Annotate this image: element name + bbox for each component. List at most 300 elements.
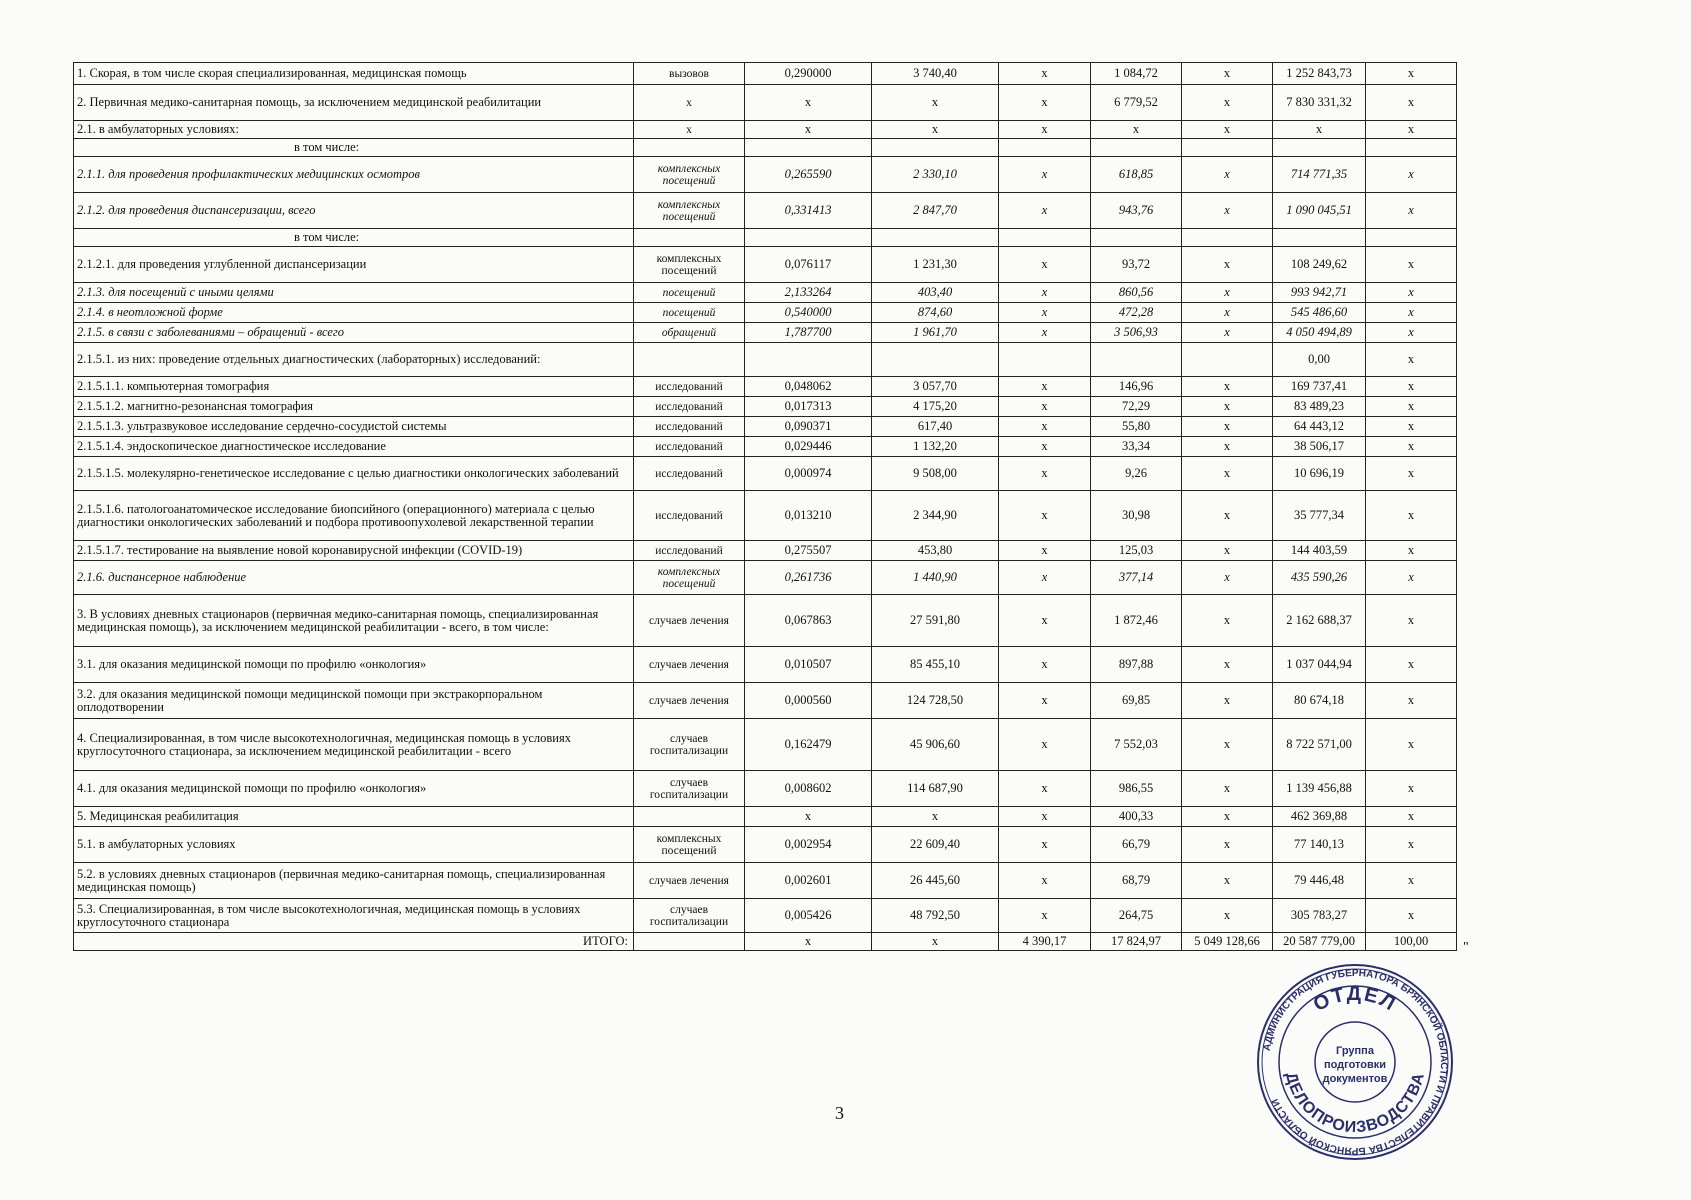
row-unit: случаев лечения bbox=[634, 683, 745, 719]
row-value-v2 bbox=[872, 343, 999, 377]
row-value-v7: х bbox=[1366, 247, 1457, 283]
row-unit: случаев госпитализации bbox=[634, 771, 745, 807]
row-value-v7 bbox=[1366, 229, 1457, 247]
row-value-v2: 114 687,90 bbox=[872, 771, 999, 807]
row-value-v6: 993 942,71 bbox=[1273, 283, 1366, 303]
row-label: 2.1.5.1.2. магнитно-резонансная томография bbox=[74, 397, 634, 417]
row-value-v4: 1 872,46 bbox=[1091, 595, 1182, 647]
row-value-v5: х bbox=[1182, 437, 1273, 457]
row-value-v6: 435 590,26 bbox=[1273, 561, 1366, 595]
row-value-v3: х bbox=[999, 719, 1091, 771]
row-value-v5 bbox=[1182, 139, 1273, 157]
row-value-v7: х bbox=[1366, 121, 1457, 139]
row-value-v3: х bbox=[999, 121, 1091, 139]
row-value-v5: х bbox=[1182, 193, 1273, 229]
total-value-v3: 4 390,17 bbox=[999, 933, 1091, 951]
row-unit: случаев лечения bbox=[634, 863, 745, 899]
row-value-v6: 545 486,60 bbox=[1273, 303, 1366, 323]
row-label: 4. Специализированная, в том числе высокотехнологичная, медицинская помощь в условиях круглосуточного стационара, за исключением медицинской реабилитации - всего bbox=[74, 719, 634, 771]
row-value-v3: х bbox=[999, 63, 1091, 85]
row-value-v7: х bbox=[1366, 283, 1457, 303]
row-value-v6: 4 050 494,89 bbox=[1273, 323, 1366, 343]
row-value-v2: 2 847,70 bbox=[872, 193, 999, 229]
row-value-v2: 403,40 bbox=[872, 283, 999, 303]
table-row bbox=[74, 283, 1457, 303]
row-value-v4: 30,98 bbox=[1091, 491, 1182, 541]
row-value-v2: 874,60 bbox=[872, 303, 999, 323]
row-value-v6: 108 249,62 bbox=[1273, 247, 1366, 283]
row-value-v3: х bbox=[999, 157, 1091, 193]
row-value-v1: 0,010507 bbox=[745, 647, 872, 683]
row-value-v2: 85 455,10 bbox=[872, 647, 999, 683]
row-label: 2.1.5.1.1. компьютерная томография bbox=[74, 377, 634, 397]
row-value-v5: х bbox=[1182, 595, 1273, 647]
row-unit: обращений bbox=[634, 323, 745, 343]
row-value-v5: х bbox=[1182, 247, 1273, 283]
row-value-v5: х bbox=[1182, 63, 1273, 85]
total-value-v5: 5 049 128,66 bbox=[1182, 933, 1273, 951]
row-value-v3: х bbox=[999, 377, 1091, 397]
total-value-v2: х bbox=[872, 933, 999, 951]
row-value-v4: 6 779,52 bbox=[1091, 85, 1182, 121]
row-value-v7: х bbox=[1366, 863, 1457, 899]
row-value-v6 bbox=[1273, 139, 1366, 157]
row-label: 5.1. в амбулаторных условиях bbox=[74, 827, 634, 863]
row-value-v6: 80 674,18 bbox=[1273, 683, 1366, 719]
row-unit bbox=[634, 807, 745, 827]
row-label: 2.1.6. диспансерное наблюдение bbox=[74, 561, 634, 595]
row-value-v7: х bbox=[1366, 85, 1457, 121]
row-value-v1: 0,000560 bbox=[745, 683, 872, 719]
row-value-v1: 0,076117 bbox=[745, 247, 872, 283]
table-row bbox=[74, 771, 1457, 807]
row-value-v1: х bbox=[745, 85, 872, 121]
row-value-v7 bbox=[1366, 139, 1457, 157]
row-label: 2.1.5. в связи с заболеваниями – обращений - всего bbox=[74, 323, 634, 343]
table-row bbox=[74, 561, 1457, 595]
row-unit: случаев госпитализации bbox=[634, 899, 745, 933]
table-row bbox=[74, 397, 1457, 417]
row-label: 5.2. в условиях дневных стационаров (первичная медико-санитарная помощь, специализированная медицинская помощь) bbox=[74, 863, 634, 899]
row-unit: комплексных посещений bbox=[634, 193, 745, 229]
row-value-v7: х bbox=[1366, 417, 1457, 437]
row-value-v1: 0,002954 bbox=[745, 827, 872, 863]
row-value-v3: х bbox=[999, 491, 1091, 541]
row-unit: посещений bbox=[634, 283, 745, 303]
row-value-v1: 0,017313 bbox=[745, 397, 872, 417]
seal-center-line-1: Группа bbox=[1336, 1045, 1374, 1057]
row-value-v7: х bbox=[1366, 771, 1457, 807]
row-value-v7: х bbox=[1366, 437, 1457, 457]
row-value-v1: 0,008602 bbox=[745, 771, 872, 807]
row-value-v2: 2 330,10 bbox=[872, 157, 999, 193]
row-label: 3.1. для оказания медицинской помощи по профилю «онкология» bbox=[74, 647, 634, 683]
row-label: 2.1.5.1.7. тестирование на выявление новой коронавирусной инфекции (COVID-19) bbox=[74, 541, 634, 561]
row-value-v3: х bbox=[999, 683, 1091, 719]
row-unit: вызовов bbox=[634, 63, 745, 85]
row-value-v4: 986,55 bbox=[1091, 771, 1182, 807]
row-value-v4: 3 506,93 bbox=[1091, 323, 1182, 343]
row-value-v6: 35 777,34 bbox=[1273, 491, 1366, 541]
row-label: 2.1.3. для посещений с иными целями bbox=[74, 283, 634, 303]
row-value-v5: х bbox=[1182, 397, 1273, 417]
row-value-v1: 1,787700 bbox=[745, 323, 872, 343]
row-unit: исследований bbox=[634, 491, 745, 541]
table-row bbox=[74, 827, 1457, 863]
table-row bbox=[74, 541, 1457, 561]
row-value-v5: х bbox=[1182, 863, 1273, 899]
row-label: 2. Первичная медико-санитарная помощь, за исключением медицинской реабилитации bbox=[74, 85, 634, 121]
row-value-v1: 0,005426 bbox=[745, 899, 872, 933]
row-value-v6 bbox=[1273, 229, 1366, 247]
row-value-v3: х bbox=[999, 193, 1091, 229]
total-value-v4: 17 824,97 bbox=[1091, 933, 1182, 951]
row-value-v6: 10 696,19 bbox=[1273, 457, 1366, 491]
table-row bbox=[74, 121, 1457, 139]
row-value-v6: 38 506,17 bbox=[1273, 437, 1366, 457]
table-row bbox=[74, 457, 1457, 491]
row-value-v3: х bbox=[999, 647, 1091, 683]
row-value-v3: х bbox=[999, 417, 1091, 437]
row-value-v3: х bbox=[999, 771, 1091, 807]
row-value-v1 bbox=[745, 343, 872, 377]
row-value-v1: 0,013210 bbox=[745, 491, 872, 541]
row-value-v2: 1 231,30 bbox=[872, 247, 999, 283]
row-value-v3: х bbox=[999, 85, 1091, 121]
row-value-v1: 0,331413 bbox=[745, 193, 872, 229]
table-row bbox=[74, 899, 1457, 933]
row-value-v2: 22 609,40 bbox=[872, 827, 999, 863]
row-value-v3: х bbox=[999, 541, 1091, 561]
row-value-v4: 69,85 bbox=[1091, 683, 1182, 719]
row-value-v4: 943,76 bbox=[1091, 193, 1182, 229]
row-value-v6: 79 446,48 bbox=[1273, 863, 1366, 899]
row-value-v2: 3 740,40 bbox=[872, 63, 999, 85]
row-value-v7: х bbox=[1366, 397, 1457, 417]
row-value-v3: х bbox=[999, 827, 1091, 863]
row-value-v4: 377,14 bbox=[1091, 561, 1182, 595]
row-label: 2.1.2.1. для проведения углубленной диспансеризации bbox=[74, 247, 634, 283]
row-value-v4: 146,96 bbox=[1091, 377, 1182, 397]
row-value-v1: 0,275507 bbox=[745, 541, 872, 561]
row-unit: х bbox=[634, 121, 745, 139]
row-value-v5 bbox=[1182, 229, 1273, 247]
row-value-v7: х bbox=[1366, 899, 1457, 933]
table-row bbox=[74, 247, 1457, 283]
row-unit: исследований bbox=[634, 437, 745, 457]
row-value-v7: х bbox=[1366, 491, 1457, 541]
row-value-v5: х bbox=[1182, 827, 1273, 863]
row-label: 2.1.1. для проведения профилактических медицинских осмотров bbox=[74, 157, 634, 193]
row-value-v4: 72,29 bbox=[1091, 397, 1182, 417]
row-value-v4: 860,56 bbox=[1091, 283, 1182, 303]
row-label: в том числе: bbox=[74, 139, 634, 157]
row-value-v5: х bbox=[1182, 323, 1273, 343]
row-value-v3: х bbox=[999, 899, 1091, 933]
row-value-v5: х bbox=[1182, 417, 1273, 437]
data-table bbox=[73, 62, 1457, 951]
row-label: 4.1. для оказания медицинской помощи по профилю «онкология» bbox=[74, 771, 634, 807]
row-value-v3: х bbox=[999, 863, 1091, 899]
row-value-v7: х bbox=[1366, 63, 1457, 85]
closing-quote: " bbox=[1463, 940, 1469, 955]
row-label: 2.1. в амбулаторных условиях: bbox=[74, 121, 634, 139]
row-value-v3: х bbox=[999, 247, 1091, 283]
page-number: 3 bbox=[835, 1103, 844, 1123]
row-value-v6: 7 830 331,32 bbox=[1273, 85, 1366, 121]
row-value-v3: х bbox=[999, 283, 1091, 303]
row-unit: комплексных посещений bbox=[634, 827, 745, 863]
seal-center-line-2: подготовки bbox=[1323, 1059, 1387, 1071]
row-value-v5: х bbox=[1182, 683, 1273, 719]
row-value-v3: х bbox=[999, 323, 1091, 343]
row-value-v7: х bbox=[1366, 377, 1457, 397]
total-label: ИТОГО: bbox=[74, 933, 634, 951]
row-value-v7: х bbox=[1366, 541, 1457, 561]
row-value-v5: х bbox=[1182, 457, 1273, 491]
row-unit: исследований bbox=[634, 457, 745, 491]
seal-arc-top: ОТДЕЛ bbox=[1309, 983, 1401, 1017]
table-row bbox=[74, 323, 1457, 343]
row-label: 2.1.5.1.4. эндоскопическое диагностическое исследование bbox=[74, 437, 634, 457]
row-label: 1. Скорая, в том числе скорая специализированная, медицинская помощь bbox=[74, 63, 634, 85]
row-value-v7: х bbox=[1366, 193, 1457, 229]
row-value-v6: 77 140,13 bbox=[1273, 827, 1366, 863]
row-value-v6: 305 783,27 bbox=[1273, 899, 1366, 933]
row-value-v5: х bbox=[1182, 85, 1273, 121]
seal-outer-text: АДМИНИСТРАЦИЯ ГУБЕРНАТОРА БРЯНСКОЙ ОБЛАСТИ И ПРАВИТЕЛЬСТВА БРЯНСКОЙ ОБЛАСТИ bbox=[1261, 967, 1450, 1157]
table-row bbox=[74, 139, 1457, 157]
seal-center-line-3: документов bbox=[1322, 1073, 1388, 1085]
row-value-v1: 0,290000 bbox=[745, 63, 872, 85]
row-unit: случаев лечения bbox=[634, 595, 745, 647]
total-unit bbox=[634, 933, 745, 951]
row-value-v1: 0,265590 bbox=[745, 157, 872, 193]
row-value-v7: х bbox=[1366, 157, 1457, 193]
row-value-v2: х bbox=[872, 121, 999, 139]
row-value-v6: 144 403,59 bbox=[1273, 541, 1366, 561]
row-value-v5: х bbox=[1182, 121, 1273, 139]
row-value-v7: х bbox=[1366, 561, 1457, 595]
row-unit: случаев лечения bbox=[634, 647, 745, 683]
row-value-v3: х bbox=[999, 595, 1091, 647]
row-value-v4: 33,34 bbox=[1091, 437, 1182, 457]
row-value-v7: х bbox=[1366, 303, 1457, 323]
row-value-v6: 83 489,23 bbox=[1273, 397, 1366, 417]
row-value-v6: 1 252 843,73 bbox=[1273, 63, 1366, 85]
row-value-v3: х bbox=[999, 807, 1091, 827]
row-value-v7: х bbox=[1366, 457, 1457, 491]
row-value-v2: 45 906,60 bbox=[872, 719, 999, 771]
row-value-v6: 462 369,88 bbox=[1273, 807, 1366, 827]
row-value-v2: 617,40 bbox=[872, 417, 999, 437]
row-value-v5: х bbox=[1182, 541, 1273, 561]
row-unit: комплексных посещений bbox=[634, 247, 745, 283]
row-value-v7: х bbox=[1366, 827, 1457, 863]
row-value-v1: 0,261736 bbox=[745, 561, 872, 595]
row-value-v2: 453,80 bbox=[872, 541, 999, 561]
row-value-v6: 1 090 045,51 bbox=[1273, 193, 1366, 229]
row-value-v7: х bbox=[1366, 807, 1457, 827]
row-unit: случаев госпитализации bbox=[634, 719, 745, 771]
row-value-v1: 0,002601 bbox=[745, 863, 872, 899]
row-value-v1: 0,090371 bbox=[745, 417, 872, 437]
row-unit bbox=[634, 229, 745, 247]
row-value-v5: х bbox=[1182, 377, 1273, 397]
table-row bbox=[74, 377, 1457, 397]
row-value-v7: х bbox=[1366, 343, 1457, 377]
row-value-v1: 0,067863 bbox=[745, 595, 872, 647]
row-value-v1: х bbox=[745, 807, 872, 827]
row-value-v6: 714 771,35 bbox=[1273, 157, 1366, 193]
row-label: 3.2. для оказания медицинской помощи медицинской помощи при экстракорпоральном оплодотворении bbox=[74, 683, 634, 719]
row-unit: посещений bbox=[634, 303, 745, 323]
row-value-v2: 26 445,60 bbox=[872, 863, 999, 899]
row-value-v4 bbox=[1091, 229, 1182, 247]
row-unit: х bbox=[634, 85, 745, 121]
row-value-v2: х bbox=[872, 807, 999, 827]
table-row bbox=[74, 343, 1457, 377]
row-value-v6: 0,00 bbox=[1273, 343, 1366, 377]
row-value-v5: х bbox=[1182, 899, 1273, 933]
table-row bbox=[74, 437, 1457, 457]
row-value-v7: х bbox=[1366, 719, 1457, 771]
row-label: в том числе: bbox=[74, 229, 634, 247]
row-value-v2: 48 792,50 bbox=[872, 899, 999, 933]
row-label: 2.1.4. в неотложной форме bbox=[74, 303, 634, 323]
row-value-v4: 264,75 bbox=[1091, 899, 1182, 933]
table-row bbox=[74, 63, 1457, 85]
row-value-v4 bbox=[1091, 343, 1182, 377]
row-value-v3 bbox=[999, 229, 1091, 247]
table-row bbox=[74, 683, 1457, 719]
row-value-v3: х bbox=[999, 561, 1091, 595]
total-row bbox=[74, 933, 1457, 951]
row-value-v4: 93,72 bbox=[1091, 247, 1182, 283]
row-value-v7: х bbox=[1366, 647, 1457, 683]
row-value-v5: х bbox=[1182, 561, 1273, 595]
row-unit: исследований bbox=[634, 541, 745, 561]
row-value-v1: 0,029446 bbox=[745, 437, 872, 457]
row-value-v5: х bbox=[1182, 303, 1273, 323]
table-row bbox=[74, 229, 1457, 247]
row-value-v7: х bbox=[1366, 683, 1457, 719]
row-value-v5 bbox=[1182, 343, 1273, 377]
row-value-v4: х bbox=[1091, 121, 1182, 139]
row-value-v6: х bbox=[1273, 121, 1366, 139]
table-row bbox=[74, 157, 1457, 193]
row-value-v2: 4 175,20 bbox=[872, 397, 999, 417]
row-value-v2: 9 508,00 bbox=[872, 457, 999, 491]
row-value-v5: х bbox=[1182, 491, 1273, 541]
row-value-v3: х bbox=[999, 437, 1091, 457]
row-unit: исследований bbox=[634, 397, 745, 417]
row-value-v5: х bbox=[1182, 719, 1273, 771]
row-value-v1 bbox=[745, 139, 872, 157]
total-value-v6: 20 587 779,00 bbox=[1273, 933, 1366, 951]
total-value-v7: 100,00 bbox=[1366, 933, 1457, 951]
table-row bbox=[74, 85, 1457, 121]
row-value-v4: 472,28 bbox=[1091, 303, 1182, 323]
row-unit: исследований bbox=[634, 377, 745, 397]
row-unit bbox=[634, 343, 745, 377]
row-value-v6: 1 037 044,94 bbox=[1273, 647, 1366, 683]
row-value-v2: 3 057,70 bbox=[872, 377, 999, 397]
row-label: 2.1.5.1. из них: проведение отдельных диагностических (лабораторных) исследований: bbox=[74, 343, 634, 377]
row-value-v1: 2,133264 bbox=[745, 283, 872, 303]
row-value-v4: 618,85 bbox=[1091, 157, 1182, 193]
row-value-v2: х bbox=[872, 85, 999, 121]
table-row bbox=[74, 647, 1457, 683]
official-seal bbox=[1255, 962, 1455, 1162]
row-value-v4: 7 552,03 bbox=[1091, 719, 1182, 771]
table-row bbox=[74, 491, 1457, 541]
row-value-v6: 1 139 456,88 bbox=[1273, 771, 1366, 807]
row-value-v7: х bbox=[1366, 595, 1457, 647]
row-value-v3 bbox=[999, 343, 1091, 377]
row-value-v6: 64 443,12 bbox=[1273, 417, 1366, 437]
row-value-v6: 169 737,41 bbox=[1273, 377, 1366, 397]
row-value-v5: х bbox=[1182, 283, 1273, 303]
row-value-v5: х bbox=[1182, 807, 1273, 827]
row-value-v2 bbox=[872, 229, 999, 247]
row-value-v2: 1 961,70 bbox=[872, 323, 999, 343]
row-label: 5.3. Специализированная, в том числе высокотехнологичная, медицинская помощь в условиях круглосуточного стационара bbox=[74, 899, 634, 933]
row-value-v2: 2 344,90 bbox=[872, 491, 999, 541]
row-value-v2: 1 132,20 bbox=[872, 437, 999, 457]
table-row bbox=[74, 193, 1457, 229]
row-unit: комплексных посещений bbox=[634, 561, 745, 595]
row-value-v4: 68,79 bbox=[1091, 863, 1182, 899]
row-value-v4 bbox=[1091, 139, 1182, 157]
row-value-v4: 1 084,72 bbox=[1091, 63, 1182, 85]
row-value-v6: 2 162 688,37 bbox=[1273, 595, 1366, 647]
table-row bbox=[74, 417, 1457, 437]
row-value-v4: 9,26 bbox=[1091, 457, 1182, 491]
row-label: 3. В условиях дневных стационаров (первичная медико-санитарная помощь, специализированная медицинская помощь), за исключением медицинской реабилитации - всего, в том числе: bbox=[74, 595, 634, 647]
row-label: 5. Медицинская реабилитация bbox=[74, 807, 634, 827]
row-unit bbox=[634, 139, 745, 157]
row-value-v1: 0,000974 bbox=[745, 457, 872, 491]
row-value-v4: 897,88 bbox=[1091, 647, 1182, 683]
row-value-v3 bbox=[999, 139, 1091, 157]
row-value-v7: х bbox=[1366, 323, 1457, 343]
row-value-v1: 0,048062 bbox=[745, 377, 872, 397]
row-value-v1: х bbox=[745, 121, 872, 139]
row-value-v3: х bbox=[999, 303, 1091, 323]
row-label: 2.1.5.1.3. ультразвуковое исследование сердечно-сосудистой системы bbox=[74, 417, 634, 437]
row-value-v2 bbox=[872, 139, 999, 157]
row-value-v5: х bbox=[1182, 157, 1273, 193]
row-value-v4: 400,33 bbox=[1091, 807, 1182, 827]
row-label: 2.1.5.1.6. патологоанатомическое исследование биопсийного (операционного) материала с целью диагностики онкологических заболеваний и подбора противоопухолевой лекарственной терапии bbox=[74, 491, 634, 541]
row-value-v3: х bbox=[999, 397, 1091, 417]
row-value-v4: 125,03 bbox=[1091, 541, 1182, 561]
table-row bbox=[74, 595, 1457, 647]
row-unit: комплексных посещений bbox=[634, 157, 745, 193]
seal-arc-bottom: ДЕЛОПРОИЗВОДСТВА bbox=[1281, 1070, 1429, 1137]
table-row bbox=[74, 719, 1457, 771]
table-row bbox=[74, 303, 1457, 323]
row-value-v4: 55,80 bbox=[1091, 417, 1182, 437]
table-body bbox=[74, 63, 1457, 951]
row-value-v1 bbox=[745, 229, 872, 247]
row-value-v5: х bbox=[1182, 771, 1273, 807]
row-value-v3: х bbox=[999, 457, 1091, 491]
row-value-v2: 1 440,90 bbox=[872, 561, 999, 595]
row-value-v2: 27 591,80 bbox=[872, 595, 999, 647]
row-label: 2.1.2. для проведения диспансеризации, всего bbox=[74, 193, 634, 229]
